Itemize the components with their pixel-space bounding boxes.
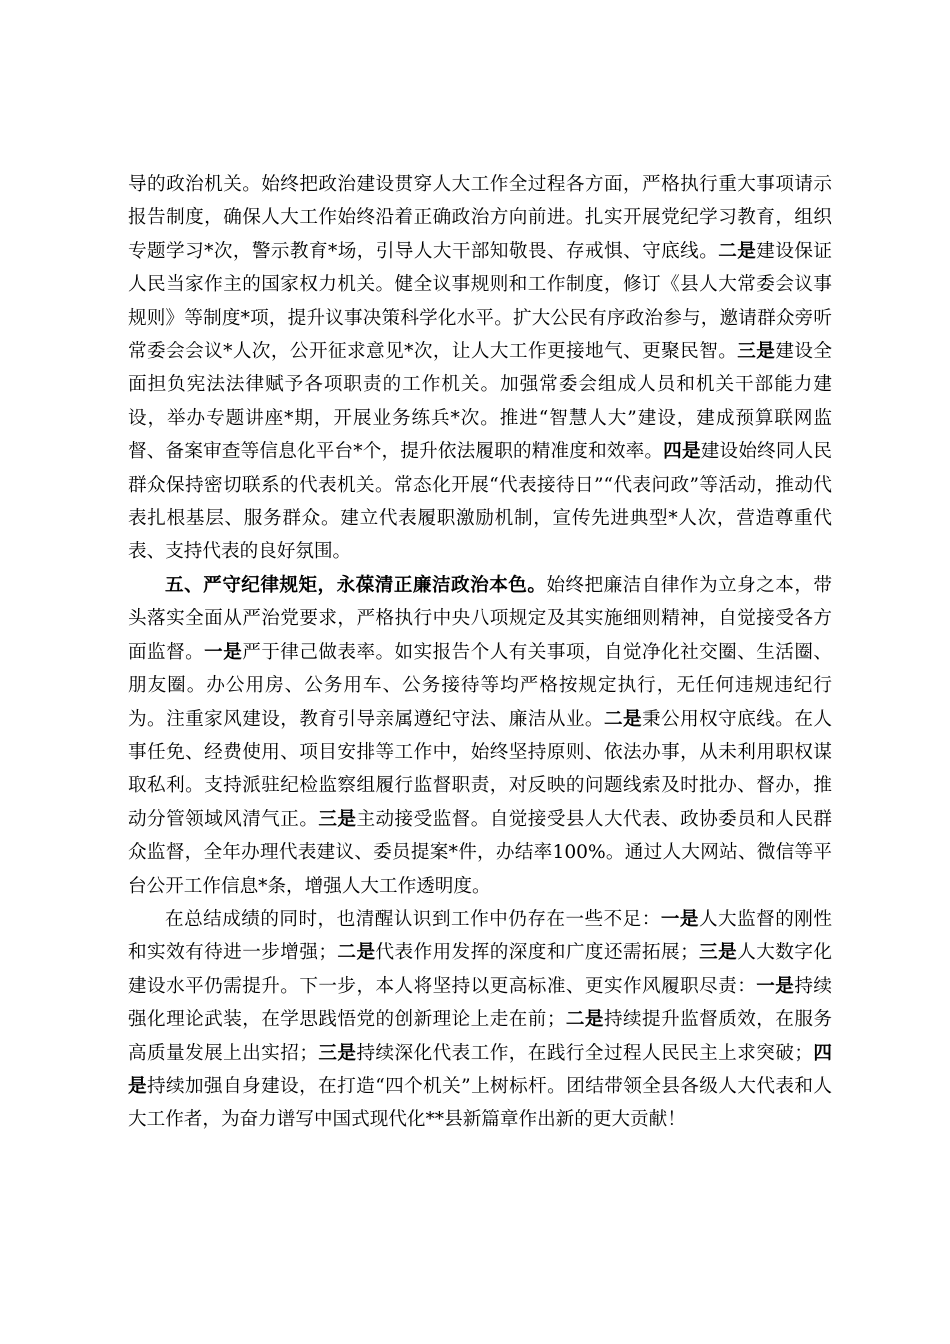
bold-run: 一是 [756,975,795,997]
text-run: 持续提升监督质效，在服务高质量发展上出实招； [128,1009,832,1064]
text-run: 建设始终同人民群众保持密切联系的代表机关。常态化开展“代表接待日”“代表问政”等活动，推动代表扎根基层、服务群众。建立代表履职激励机制，宣传先进典型*人次，营造尊重代表、支持代表的良好氛围。 [128,441,832,563]
text-run: 严于律己做表率。如实报告个人有关事项，自觉净化社交圈、生活圈、朋友圈。办公用房、公务用车、公务接待等均严格按规定执行，无任何违规违纪行为。注重家风建设，教育引导亲属遵纪守法、廉洁从业。 [128,641,832,730]
bold-run: 二是 [603,708,643,730]
document-page [128,168,832,1137]
text-run: 导的政治机关。始终把政治建设贯穿人大工作全过程各方面，严格执行重大事项请示报告制度，确保人大工作始终沿着正确政治方向前进。扎实开展党纪学习教育，组织专题学习*次，警示教育*场，引导人大干部知敬畏、存戒惧、守底线。 [128,174,832,262]
text-run: 持续加强自身建设，在打造“四个机关”上树标杆。团结带领全县各级人大代表和人大工作者，为奋力谱写中国式现代化**县新篇章作出新的更大贡献！ [128,1075,832,1131]
paragraph-conclusion [128,903,832,1137]
bold-run: 三是 [317,1042,357,1064]
bold-run: 四是 [663,441,701,463]
bold-run: 三是 [737,341,776,363]
text-run: 人大数字化建设水平仍需提升。下一步，本人将坚持以更高标准、更实作风履职尽责： [128,942,832,997]
text-run: 主动接受监督。自觉接受县人大代表、政协委员和人民群众监督，全年办理代表建议、委员提案*件，办结率100%。通过人大网站、微信等平台公开工作信息*条，增强人大工作透明度。 [128,808,832,897]
text-run: 人大监督的刚性和实效有待进一步增强； [128,908,832,964]
paragraph-four-organs [128,168,832,569]
section-heading: 五、严守纪律规矩，永葆清正廉洁政治本色。 [165,574,547,596]
bold-run: 一是 [204,641,243,663]
text-run: 在总结成绩的同时，也清醒认识到工作中仍存在一些不足： [165,908,661,930]
bold-run: 二是 [565,1009,604,1031]
text-run: 持续深化代表工作，在践行全过程人民民主上求突破； [356,1042,813,1064]
bold-run: 一是 [660,908,699,930]
bold-run: 二是 [718,240,757,262]
text-run: 秉公用权守底线。在人事任免、经费使用、项目安排等工作中，始终坚持原则、依法办事，从未利用职权谋取私利。支持派驻纪检监察组履行监督职责，对反映的问题线索及时批办、督办，推动分管领域风清气正。 [128,708,832,830]
bold-run: 四是 [128,1042,832,1097]
bold-run: 二是 [336,942,376,964]
bold-run: 三是 [698,942,738,964]
paragraph-discipline [128,569,832,903]
text-run: 持续强化理论武装，在学思践悟党的创新理论上走在前； [128,975,832,1031]
text-run: 代表作用发挥的深度和广度还需拓展； [375,942,699,964]
text-run: 始终把廉洁自律作为立身之本，带头落实全面从严治党要求，严格执行中央八项规定及其实施细则精神，自觉接受各方面监督。 [128,574,832,663]
text-run: 建设保证人民当家作主的国家权力机关。健全议事规则和工作制度，修订《县人大常委会议事规则》等制度*项，提升议事决策科学化水平。扩大公民有序政治参与，邀请群众旁听常委会会议*人次，公开征求意见*次，让人大工作更接地气、更聚民智。 [128,240,832,363]
text-run: 建设全面担负宪法法律赋予各项职责的工作机关。加强常委会组成人员和机关干部能力建设，举办专题讲座*期，开展业务练兵*次。推进“智慧人大”建设，建成预算联网监督、备案审查等信息化平台*个，提升依法履职的精准度和效率。 [128,341,832,463]
bold-run: 三是 [318,808,357,830]
